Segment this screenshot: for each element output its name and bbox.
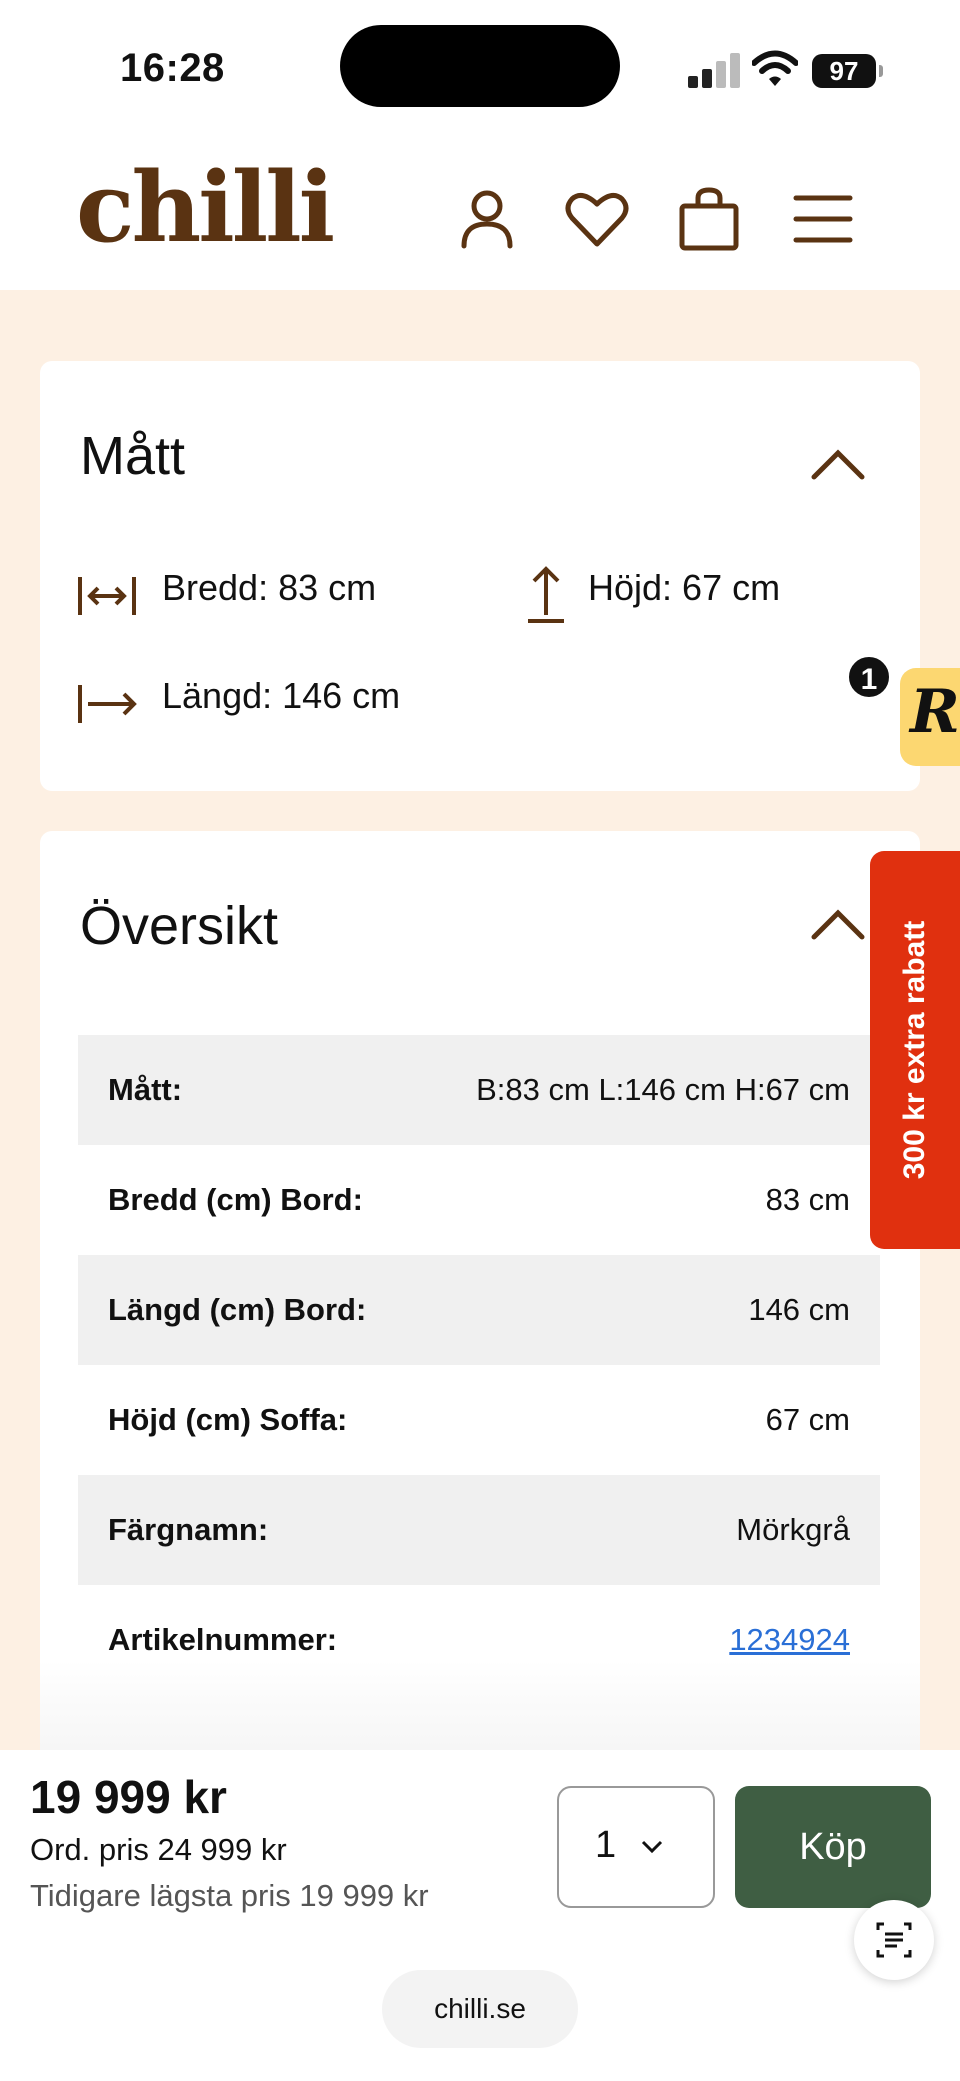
quantity-value: 1 xyxy=(595,1824,617,1866)
spec-row xyxy=(78,1035,880,1145)
content-fade xyxy=(40,1660,920,1750)
reviews-logo: R xyxy=(910,677,960,747)
length-icon xyxy=(76,679,140,727)
spec-key: Mått: xyxy=(108,1072,183,1107)
height-icon xyxy=(514,563,578,625)
ordinary-price: Ord. pris 24 999 kr xyxy=(30,1832,287,1867)
promo-label: 300 kr extra rabatt xyxy=(898,920,931,1180)
spec-row xyxy=(78,1365,880,1475)
spec-row xyxy=(78,1145,880,1255)
current-price: 19 999 kr xyxy=(30,1771,227,1823)
discount-promo-tab[interactable] xyxy=(870,851,960,1249)
spec-value: B:83 cm L:146 cm H:67 cm xyxy=(476,1072,850,1107)
wifi-icon xyxy=(752,50,798,88)
spec-value: 83 cm xyxy=(765,1182,850,1217)
heart-icon[interactable] xyxy=(562,184,632,254)
quantity-select[interactable] xyxy=(557,1786,715,1908)
signal-icon xyxy=(688,52,744,88)
spec-key: Färgnamn: xyxy=(108,1512,269,1547)
battery-indicator: 97 xyxy=(812,54,876,88)
chevron-up-icon[interactable] xyxy=(810,907,866,941)
url-bar[interactable]: chilli.se xyxy=(382,1970,578,2048)
chevron-down-icon xyxy=(641,1840,663,1854)
spec-value: Mörkgrå xyxy=(736,1512,850,1547)
site-header xyxy=(0,140,960,290)
reviews-count-badge: 1 xyxy=(846,654,892,700)
width-label: Bredd: 83 cm xyxy=(162,567,377,608)
chevron-up-icon[interactable] xyxy=(810,447,866,481)
spec-value: 146 cm xyxy=(748,1292,850,1327)
spec-key: Artikelnummer: xyxy=(108,1622,338,1657)
dynamic-island xyxy=(340,25,620,107)
spec-value: 67 cm xyxy=(765,1402,850,1437)
width-icon xyxy=(76,571,140,619)
dimensions-title: Mått xyxy=(80,426,186,486)
lowest-price: Tidigare lägsta pris 19 999 kr xyxy=(30,1878,429,1913)
status-bar xyxy=(0,0,960,140)
cart-bag-icon[interactable] xyxy=(674,184,744,254)
spec-key: Längd (cm) Bord: xyxy=(108,1292,367,1327)
chilli-logo[interactable]: chilli xyxy=(76,151,333,264)
spec-row xyxy=(78,1475,880,1585)
spec-key: Höjd (cm) Soffa: xyxy=(108,1402,348,1437)
dimensions-card xyxy=(40,361,920,791)
status-time: 16:28 xyxy=(120,46,225,90)
height-label: Höjd: 67 cm xyxy=(588,567,781,608)
spec-row xyxy=(78,1255,880,1365)
buy-button[interactable]: Köp xyxy=(735,1786,931,1908)
length-label: Längd: 146 cm xyxy=(162,675,401,716)
scan-text-icon[interactable] xyxy=(854,1900,934,1980)
reviews-widget[interactable] xyxy=(900,668,960,766)
article-number-link[interactable]: 1234924 xyxy=(729,1622,850,1657)
spec-key: Bredd (cm) Bord: xyxy=(108,1182,363,1217)
account-icon[interactable] xyxy=(452,184,522,254)
menu-icon[interactable] xyxy=(788,184,858,254)
overview-title: Översikt xyxy=(80,896,279,956)
purchase-bar xyxy=(0,1750,960,2081)
